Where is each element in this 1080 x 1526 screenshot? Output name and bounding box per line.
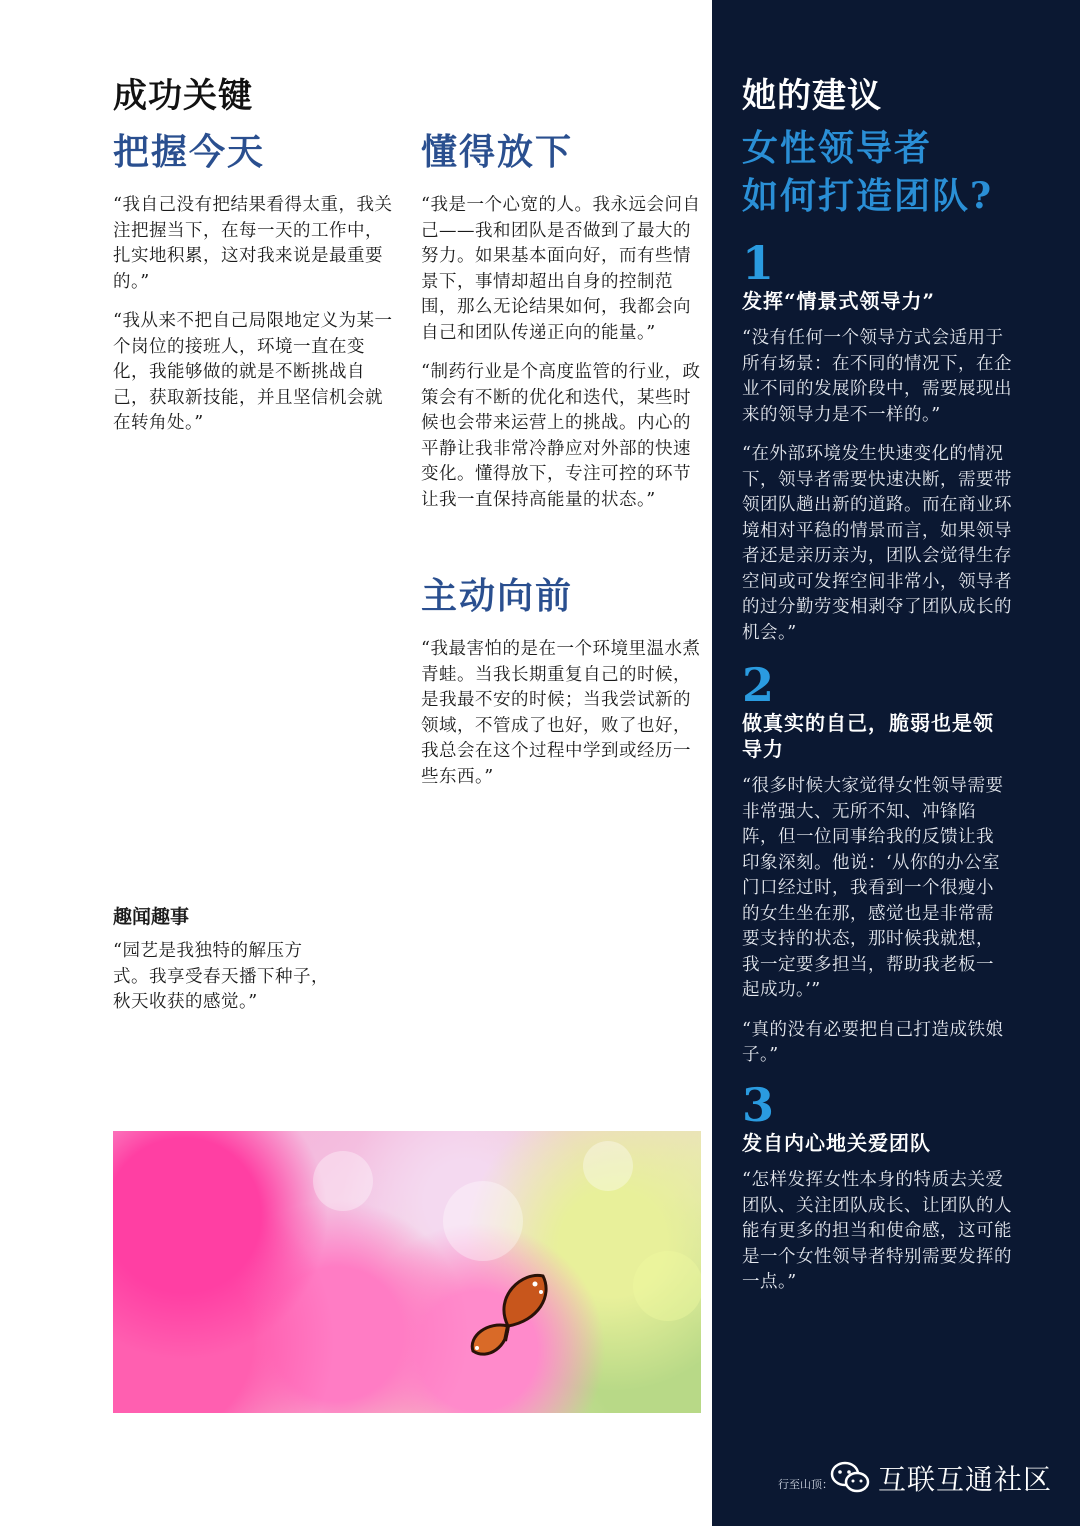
- fun-facts-text: “园艺是我独特的解压方式。我享受春天播下种子，秋天收获的感觉。”: [113, 941, 329, 1012]
- panel-subtitle: [742, 124, 993, 220]
- bokeh-light: [583, 1141, 633, 1191]
- paragraph: “我自己没有把结果看得太重，我关注把握当下，在每一天的工作中，扎实地积累，这对我来说是最重要的。”: [113, 195, 393, 292]
- panel-title: 她的建议: [742, 76, 882, 116]
- footer-text: 行至山顶：: [778, 1478, 833, 1491]
- heading-let-go: 懂得放下: [421, 131, 574, 173]
- tip-2: [742, 658, 1004, 1083]
- paragraph: “真的没有必要把自己打造成铁娘子。”: [742, 1019, 1004, 1065]
- paragraph: “没有任何一个领导方式会适用于所有场景：在不同的情况下，在企业不同的发展阶段中，需要展现出来的领导力是不一样的。”: [742, 328, 1012, 425]
- fun-facts-title: 趣闻趣事: [113, 906, 190, 928]
- bokeh-light: [443, 1181, 523, 1261]
- panel-subtitle-line2: 如何打造团队?: [742, 175, 994, 217]
- wechat-icon: [830, 1461, 870, 1495]
- tip-number: 1: [742, 236, 775, 290]
- paragraph: “很多时候大家觉得女性领导需要非常强大、无所不知、冲锋陷阵，但一位同事给我的反馈让我印象深刻。他说：‘从你的办公室门口经过时，我看到一个很瘦小的女生坐在那，感觉也是非常需要支持的状态，那时候我就想，我一定要多担当，帮助我老板一起成功。’”: [742, 776, 1004, 1000]
- paragraph: “怎样发挥女性本身的特质去关爱团队、关注团队成长、让团队的人能有更多的担当和使命感，这可能是一个女性领导者特别需要发挥的一点。”: [742, 1170, 1012, 1292]
- tip-title: 做真实的自己，脆弱也是领导力: [742, 711, 994, 761]
- tip-title: 发自内心地关爱团队: [742, 1131, 931, 1155]
- column-move-forward: [421, 568, 703, 804]
- column-seize-today: [113, 124, 393, 451]
- paragraph: “我最害怕的是在一个环境里温水煮青蛙。当我长期重复自己的时候，是我最不安的时候；当我尝试新的领域，不管成了也好，败了也好，我总会在这个过程中学到或经历一些东西。”: [421, 639, 701, 787]
- tip-1: [742, 236, 1012, 660]
- panel-subtitle-line1: 女性领导者: [742, 127, 933, 169]
- bokeh-light: [633, 1251, 701, 1321]
- watermark: [830, 1458, 1052, 1498]
- fun-facts: [113, 902, 333, 1030]
- paragraph: “我从来不把自己局限地定义为某一个岗位的接班人，环境一直在变化，我能够做的就是不断挑战自己，获取新技能，并且坚信机会就在转角处。”: [113, 311, 393, 433]
- paragraph: “我是一个心宽的人。我永远会问自己——我和团队是否做到了最大的努力。如果基本面向好，而有些情景下，事情却超出自身的控制范围，那么无论结果如何，我都会向自己和团队传递正向的能量。”: [421, 195, 701, 343]
- section-title: 成功关键: [113, 76, 253, 116]
- bokeh-light: [313, 1151, 373, 1211]
- tip-number: 3: [742, 1078, 775, 1132]
- butterfly-icon: [453, 1266, 563, 1366]
- flower-butterfly-photo: [113, 1131, 701, 1413]
- paragraph: “在外部环境发生快速变化的情况下，领导者需要快速决断，需要带领团队趟出新的道路。而在商业环境相对平稳的情景而言，如果领导者还是亲历亲为，团队会觉得生存空间或可发挥空间非常小，领导者的过分勤劳变相剥夺了团队成长的机会。”: [742, 444, 1012, 643]
- tip-number: 2: [742, 658, 775, 712]
- tip-3: [742, 1078, 1012, 1310]
- tip-title: 发挥“情景式领导力”: [742, 289, 936, 313]
- advice-panel: [712, 0, 1080, 1526]
- column-let-go: [421, 124, 703, 527]
- paragraph: “制药行业是个高度监管的行业，政策会有不断的优化和迭代，某些时候也会带来运营上的挑战。内心的平静让我非常冷静应对外部的快速变化。懂得放下，专注可控的环节让我一直保持高能量的状态。”: [421, 362, 701, 510]
- heading-move-forward: 主动向前: [421, 575, 574, 617]
- watermark-text: 互联互通社区: [878, 1463, 1053, 1496]
- heading-seize-today: 把握今天: [113, 131, 266, 173]
